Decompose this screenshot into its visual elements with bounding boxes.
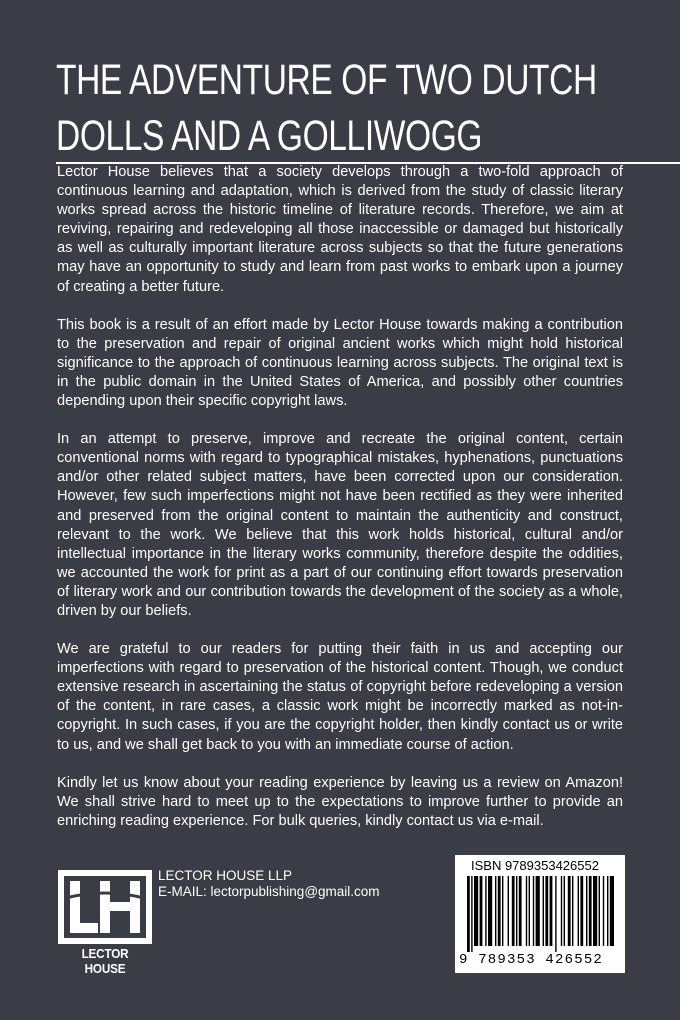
barcode-bar bbox=[568, 876, 571, 946]
paragraph-4: We are grateful to our readers for putting their faith in us and accepting our imperfections with regard to preservation of the historical content. Though, we conduct extensive research in ascertaining the status of copyright before redeveloping a version of the content, in rare cases, a classic work might be incorrectly marked as not-in-copyright. In such cases, if you are the copyright holder, then kindly contact us or write to us, and we shall get back to you with an immediate course of action. bbox=[57, 641, 623, 753]
barcode-bar bbox=[536, 876, 540, 946]
lector-house-logo-icon bbox=[56, 868, 154, 946]
isbn-label: ISBN 9789353426552 bbox=[471, 858, 599, 873]
barcode-bar bbox=[519, 876, 522, 946]
barcode-bar bbox=[488, 876, 492, 946]
paragraph-5: Kindly let us know about your reading experience by leaving us a review on Amazon! We shall strive hard to meet up to the expectations to improve further to provide an enriching reading experience. For bulk queries, kindly contact us via e-mail. bbox=[57, 774, 623, 829]
isbn-barcode bbox=[455, 855, 625, 973]
barcode-bar bbox=[555, 876, 556, 952]
paragraph-2: This book is a result of an effort made by Lector House towards making a contribution to the preservation and repair of original ancient works which might hold historical significance to the approach of continuous learning across subjects. The original text is in the public domain in the United States of America, and possibly other countries depending upon their specific copyright laws. bbox=[57, 316, 623, 410]
barcode-bar bbox=[467, 876, 470, 952]
barcode-bar bbox=[578, 876, 579, 946]
barcode-bar bbox=[572, 876, 573, 946]
barcode-bar bbox=[561, 876, 562, 946]
barcode-bar bbox=[564, 876, 565, 946]
barcode-bar bbox=[502, 876, 503, 946]
barcode-bar bbox=[508, 876, 509, 946]
publisher-info bbox=[158, 868, 380, 900]
barcode-bar bbox=[580, 876, 583, 946]
barcode-bar bbox=[610, 876, 614, 946]
barcode-bar bbox=[498, 876, 501, 946]
barcode-bar bbox=[512, 876, 515, 946]
barcode-bar bbox=[543, 876, 544, 946]
title-line-1: THE ADVENTURE OF TWO DUTCH bbox=[56, 56, 597, 104]
barcode-bar bbox=[516, 876, 517, 946]
barcode-bar bbox=[533, 876, 534, 946]
barcode-bar bbox=[480, 876, 483, 946]
isbn-digits: 9 789353 426552 bbox=[459, 952, 604, 968]
title-line-2: DOLLS AND A GOLLIWOGG bbox=[56, 112, 483, 160]
barcode-bar bbox=[607, 876, 608, 946]
paragraph-3: In an attempt to preserve, improve and recreate the original content, certain conventional norms with regard to typographical mistakes, hyphenations, punctuations and/or other related subject matters, have been corrected upon our consideration. However, few such imperfections might not have been rectified as they were inherited and preserved from the original content to maintain the authenticity and construct, relevant to the work. We believe that this work holds historical, cultural and/or intellectual importance in the literary works community, therefore despite the oddities, we accounted the work for print as a part of our continuing effort towards preservation of literary work and our contribution towards the development of the society as a whole, driven by our beliefs. bbox=[57, 431, 623, 619]
barcode-bar bbox=[485, 876, 486, 946]
blurb-text bbox=[57, 163, 623, 831]
book-title bbox=[56, 52, 597, 164]
barcode-bars bbox=[463, 876, 617, 952]
barcode-bar bbox=[471, 876, 472, 952]
logo-label: LECTOR HOUSE bbox=[81, 946, 129, 976]
barcode-bar bbox=[586, 876, 587, 946]
barcode-bar bbox=[593, 876, 597, 946]
barcode-bar bbox=[599, 876, 600, 946]
barcode-bar bbox=[545, 876, 548, 946]
barcode-bar bbox=[550, 876, 553, 946]
publisher-email: E-MAIL: lectorpublishing@gmail.com bbox=[158, 884, 380, 899]
barcode-bar bbox=[589, 876, 592, 946]
barcode-bar bbox=[495, 876, 496, 946]
barcode-bar bbox=[474, 876, 478, 946]
barcode-bar bbox=[603, 876, 604, 946]
barcode-bar bbox=[529, 876, 530, 946]
publisher-name: LECTOR HOUSE LLP bbox=[158, 868, 293, 883]
paragraph-1: Lector House believes that a society develops through a two-fold approach of continuous learning and adaptation, which is derived from the study of classic literary works spread across the historic timeline of literature records. Therefore, we aim at reviving, repairing and redeveloping all those inaccessible or damaged but historically as well as culturally important literature across subjects so that the future generations may have an opportunity to study and learn from past works to embark upon a journey of creating a better future. bbox=[57, 164, 623, 295]
barcode-bar bbox=[526, 876, 527, 946]
